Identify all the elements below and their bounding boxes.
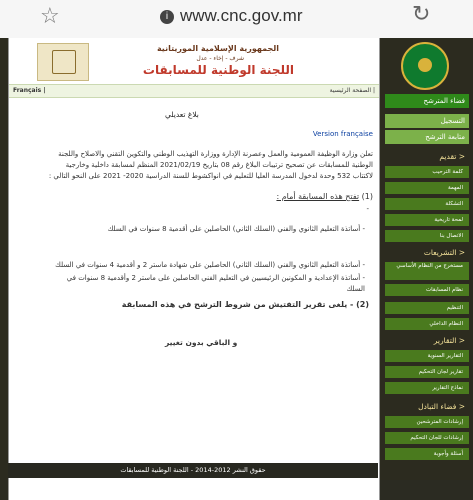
list-item: - أساتذة التعليم الثانوي والفني (السلك الثاني) الحاصلين على شهادة ماستر 2 و أقدمية 4 سنوات في السلك (55, 261, 365, 269)
french-version-link[interactable]: Version française (312, 130, 373, 138)
scales-icon (52, 50, 76, 74)
sidebar-item-jury-guides[interactable]: إرشادات للجان التحكيم (385, 432, 469, 444)
site-header (9, 38, 379, 86)
list-item-cont: السلك (346, 285, 365, 293)
candidate-space-button[interactable]: فضاء المترشح (385, 94, 469, 108)
header-republic: الجمهورية الإسلامية الموريتانية (156, 44, 279, 53)
browser-toolbar (0, 0, 473, 39)
legislation-heading[interactable]: < التشريعات (423, 248, 465, 257)
paragraph-line: تعلن وزارة الوظيفة العمومية والعمل وعصرنة الإدارة ووزارة التهذيب الوطني والتكوين التقني والاصلاح واللجنة (58, 150, 373, 158)
reports-heading[interactable]: < التقارير (433, 336, 465, 345)
sidebar-item-organization[interactable]: التنظيم (385, 302, 469, 314)
section-number: (1) (361, 192, 373, 201)
url-text: www.cnc.gov.mr (180, 6, 303, 25)
section-2: (2) - يلغى تقرير التفتيش من شروط الترشح في هذه المسابقة (121, 300, 369, 309)
sidebar-item-welcome[interactable]: كلمة الترحيب (385, 166, 469, 178)
section-1 (276, 192, 373, 201)
paragraph-line: الوطنية للمسابقات عن تصحيح ترتيبات البلاغ رقم 08 بتاريخ 2021/02/19 المنظم لمسابقة داخلية وخارجية (65, 161, 373, 169)
justice-logo (37, 43, 89, 81)
sidebar-item-faq[interactable]: أسئلة وأجوبة (385, 448, 469, 460)
french-link[interactable]: Français | (13, 87, 46, 94)
section-heading: تفتح هذه المسابقة أمام : (276, 192, 360, 201)
sidebar-item-exam-system[interactable]: نظام المسابقات (385, 284, 469, 296)
header-committee: اللجنة الوطنية للمسابقات (142, 63, 294, 77)
register-button[interactable]: التسجيل (385, 114, 469, 128)
sidebar-item-internal-rules[interactable]: النظام الداخلي (385, 318, 469, 330)
sidebar-item-mission[interactable]: المهمة (385, 182, 469, 194)
header-motto: شرف - إخاء - عدل (196, 55, 244, 62)
info-icon[interactable]: i (160, 10, 174, 24)
list-item: - أساتذة الإعدادية و المكونين الرئيسيين في التعليم الفني الحاصلين على ماستر 2 وأقدمية 8 سنوات في (66, 274, 365, 282)
main-column (8, 38, 380, 500)
sidebar (380, 38, 473, 480)
sidebar-item-composition[interactable]: التشكلة (385, 198, 469, 210)
sidebar-item-jury-reports[interactable]: تقارير لجان التحكيم (385, 366, 469, 378)
article-title: بلاغ تعديلي (165, 110, 199, 119)
national-emblem-icon (401, 42, 449, 90)
sidebar-item-annual-reports[interactable]: التقارير السنوية (385, 350, 469, 362)
sidebar-item-candidate-guides[interactable]: إرشادات المترشحين (385, 416, 469, 428)
sidebar-item-history[interactable]: لمحة تاريخية (385, 214, 469, 226)
exchange-heading[interactable]: < فضاء التبادل (418, 402, 465, 411)
list-dash: - (366, 205, 369, 213)
top-nav (9, 84, 379, 98)
bookmark-star-icon[interactable]: ☆ (40, 4, 60, 29)
page (0, 38, 473, 480)
home-link[interactable]: | الصفحة الرئيسية (329, 87, 375, 94)
follow-application-button[interactable]: متابعة الترشح (385, 130, 469, 144)
sidebar-item-contact[interactable]: الاتصال بنا (385, 230, 469, 242)
list-item: - أساتذة التعليم الثانوي والفني (السلك الثاني) الحاصلين على أقدمية 8 سنوات في السلك (107, 225, 365, 233)
reload-icon[interactable]: ↻ (412, 2, 431, 27)
closing-line: و الباقي بدون تغيير (165, 338, 238, 347)
sidebar-item-report-templates[interactable]: نماذج التقارير (385, 382, 469, 394)
paragraph-line: لاكتتاب 532 وحدة لدخول المدرسة العليا للتعليم في انواكشوط للسنة الدراسية 2020- 2021 على النحو التالي : (48, 172, 373, 180)
address-bar[interactable] (160, 6, 303, 26)
footer: حقوق النشر 2012-2014 - اللجنة الوطنية للمسابقات (8, 463, 378, 478)
intro-heading[interactable]: < تقديم (439, 152, 465, 161)
sidebar-item-statute[interactable]: مستخرج من النظام الأساسي (385, 262, 469, 280)
